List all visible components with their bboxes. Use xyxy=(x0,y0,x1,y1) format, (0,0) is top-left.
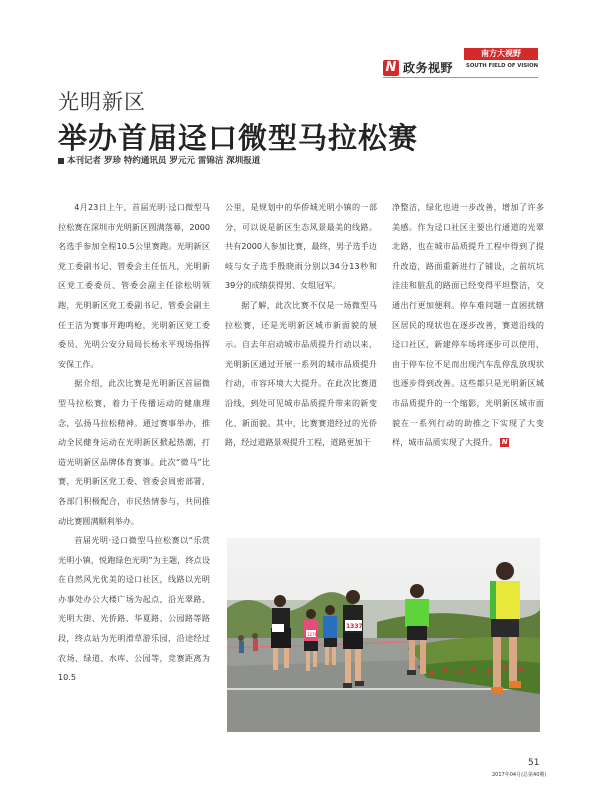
paragraph: 据了解，此次比赛不仅是一场微型马拉松赛，还是光明新区城市新面貌的展示。自去年启动城市品质提升行动以来，光明新区通过开展一系列的城市品质提升行动，市容环境大大提升。在此次比赛道沿线，到处可见城市品质提升带来的新变化、新面貌。其中，比赛赛道经过的光侨路，经过道路景观提升工程，道路更加干 xyxy=(225,299,377,448)
issue-info: 2017年04月(总第40期) xyxy=(492,772,547,778)
section-title: 政务视野 xyxy=(403,61,454,75)
section-header xyxy=(383,59,453,76)
header-divider xyxy=(383,77,538,78)
paragraph-text: 净整洁，绿化也进一步改善，增加了许多美感。作为迳口社区主要出行通道的光翠北路，也在城市品质提升工程中得到了提升改造，路面重新进行了铺设，之前坑坑洼洼和脏乱的路面已经变得平坦整洁，交通出行更加便利。停车难问题一直困扰辖区居民的现状也在逐步改善，赛道沿线的迳口社区，新建停车场将逐步可以使用，由于停车位不足而出现汽车乱停乱放现状也逐步得到改善。这些都只是光明新区城市品质提升的一个缩影，光明新区城市面貌在一系列行动的助推之下实现了大变样，城市品质实现了大提升。 xyxy=(392,202,544,448)
bib-number-1: 1337 xyxy=(346,623,363,630)
text-column-2 xyxy=(225,198,377,453)
race-photo-illustration xyxy=(227,538,540,732)
text-column-1 xyxy=(58,198,210,688)
race-photo xyxy=(227,538,540,732)
magazine-brand: 南方大视野 xyxy=(464,48,538,60)
paragraph-continued: 公里，是规划中的华侨城光明小镇的一部分，可以说是新区生态风景最美的线路。共有2000人参加比赛，最终，男子选手边岐与女子选手殷晓雨分别以34分13秒和39分的成绩获得男、女组冠军。 xyxy=(225,202,377,291)
byline-text: 本刊记者 罗珍 特约通讯员 罗元元 雷锦洁 深圳报道 xyxy=(67,156,261,166)
page-number: 51 xyxy=(528,758,540,768)
paragraph: 首届光明·迳口微型马拉松赛以“乐赏光明小镇，悦跑绿色光明”为主题，终点设在自然风光优美的迳口社区，线路以光明办事处办公大楼广场为起点，沿光翠路、光明大街、光侨路、华夏路、公园路等路段，终点站为光明滑草游乐园，沿途经过农场、绿道、水库、公园等，竞赛距离为10.5 xyxy=(58,535,210,683)
text-column-3 xyxy=(392,198,544,453)
bib-number-2: 1276 xyxy=(307,632,318,637)
paragraph-continued xyxy=(392,198,544,453)
article-byline xyxy=(58,154,260,166)
article-kicker: 光明新区 xyxy=(58,90,146,114)
magazine-logo-icon: N xyxy=(383,60,399,76)
magazine-brand-en: SOUTH FIELD OF VISION xyxy=(466,63,539,69)
paragraph: 4月23日上午，首届光明·迳口微型马拉松赛在深圳市光明新区圆满落幕，2000名选手参加全程10.5公里赛跑。光明新区党工委副书记、管委会主任伍凡，光明新区党工委委员、管委会副主任徐松明领跑，光明新区党工委副书记、管委会副主任王洁为赛事开跑鸣枪，光明新区党工委委员、光明公安分局局长杨永平现场指挥安保工作。 xyxy=(58,202,210,369)
paragraph: 据介绍，此次比赛是光明新区首届微型马拉松赛，着力于传播运动的健康理念，弘扬马拉松精神。通过赛事举办，推动全民健身运动在光明新区掀起热潮，打造光明新区品牌体育赛事。此次“微马”比赛，光明新区党工委、管委会周密部署，各部门积极配合，市民热情参与，共同推动比赛圆满顺利举办。 xyxy=(58,378,210,526)
article-title: 举办首届迳口微型马拉松赛 xyxy=(58,121,419,155)
byline-square-icon xyxy=(58,158,64,164)
end-mark-icon: N xyxy=(501,438,508,447)
